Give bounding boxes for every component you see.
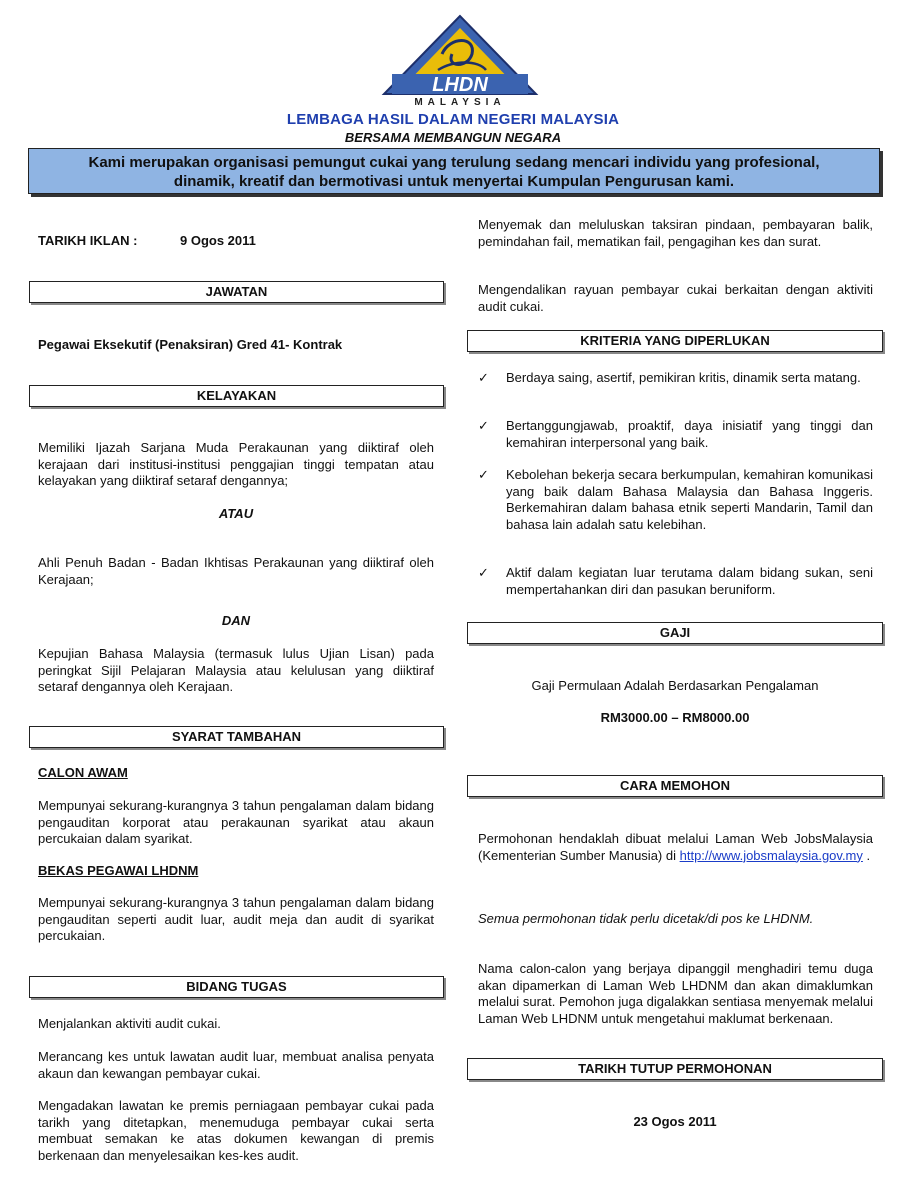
cara-paragraph-2: Semua permohonan tidak perlu dicetak/di pos ke LHDNM. [478,911,814,926]
jobsmalaysia-link[interactable]: http://www.jobsmalaysia.gov.my [679,847,863,863]
section-header-jawatan: JAWATAN [29,281,444,303]
section-header-bidang-tugas: BIDANG TUGAS [29,976,444,998]
section-header-cara-memohon: CARA MEMOHON [467,775,883,797]
kelayakan-paragraph-2: Ahli Penuh Badan - Badan Ikhtisas Perakaunan yang diiktiraf oleh Kerajaan; [38,555,434,587]
gaji-text: Gaji Permulaan Adalah Berdasarkan Pengalaman [531,678,819,693]
org-name: LEMBAGA HASIL DALAM NEGERI MALAYSIA [286,111,620,128]
closing-date: 23 Ogos 2011 [633,1114,717,1129]
section-header-gaji: GAJI [467,622,883,644]
tugas-item-5: Mengendalikan rayuan pembayar cukai berkaitan dengan aktiviti audit cukai. [478,282,873,314]
tugas-item-3: Mengadakan lawatan ke premis perniagaan pembayar cukai pada tarikh yang ditetapkan, menemuduga pembayar cukai serta membuat semakan ke atas dokumen kewangan di premis berkenaan dan menyelesaikan kes-kes audit. [38,1098,434,1163]
org-tagline: BERSAMA MEMBANGUN NEGARA [344,130,562,145]
cara-paragraph-3: Nama calon-calon yang berjaya dipanggil menghadiri temu duga akan dipamerkan di Laman Web LHDNM dan akan dimaklumkan melalui surat. Pemohon juga digalakkan sentiasa menyemak melalui Laman Web LHDNM untuk mengetahui maklumat berkenaan. [478,961,873,1026]
calon-awam-heading: CALON AWAM [38,765,128,780]
lhdn-logo [380,14,540,106]
date-label: TARIKH IKLAN : [38,233,138,248]
atau-label: ATAU [218,506,254,521]
kriteria-item-4: Aktif dalam kegiatan luar terutama dalam bidang sukan, seni mempertahankan diri dan pasukan beruniform. [506,565,873,597]
tugas-item-2: Merancang kes untuk lawatan audit luar, membuat analisa penyata akaun dan kewangan pembayar cukai. [38,1049,434,1081]
kelayakan-paragraph-1: Memiliki Ijazah Sarjana Muda Perakaunan yang diiktiraf oleh kerajaan dari institusi-institusi penggajian tinggi tempatan atau kelayakan yang diiktiraf setaraf dengannya; [38,440,434,488]
tugas-item-1: Menjalankan aktiviti audit cukai. [38,1016,221,1031]
section-header-kriteria: KRITERIA YANG DIPERLUKAN [467,330,883,352]
cara-link-suffix: . [862,847,871,863]
bekas-pegawai-heading: BEKAS PEGAWAI LHDNM [38,863,199,878]
cara-paragraph-1 [478,831,873,864]
cara-paragraph-1-text: Permohonan hendaklah dibuat melalui Laman Web JobsMalaysia (Kementerian Sumber Manusia) di [478,831,873,863]
kriteria-item-2: Bertanggungjawab, proaktif, daya inisiatif yang tinggi dan kemahiran interpersonal yang baik. [506,418,873,450]
intro-banner [28,148,880,194]
kelayakan-paragraph-3: Kepujian Bahasa Malaysia (termasuk lulus Ujian Lisan) pada peringkat Sijil Pelajaran Malaysia atau kelulusan yang diiktiraf setaraf dengannya oleh Kerajaan. [38,646,434,694]
check-icon: ✓ [478,467,489,482]
kriteria-item-3: Kebolehan bekerja secara berkumpulan, kemahiran komunikasi yang baik dalam Bahasa Malaysia dan Bahasa Inggeris. Berkemahiran dalam bahasa etnik seperti Mandarin, Tamil dan bahasa lain adalah satu kelebihan. [506,467,873,532]
jawatan-text: Pegawai Eksekutif (Penaksiran) Gred 41- Kontrak [38,337,343,352]
logo-subtext: MALAYSIA [414,97,506,106]
check-icon: ✓ [478,370,489,385]
section-header-kelayakan: KELAYAKAN [29,385,444,407]
calon-awam-text: Mempunyai sekurang-kurangnya 3 tahun pengalaman dalam bidang pengauditan korporat atau perakaunan syarikat atau akaun percukaian dalam syarikat. [38,798,434,846]
gaji-range: RM3000.00 – RM8000.00 [600,710,750,725]
banner-line-2: dinamik, kreatif dan bermotivasi untuk menyertai Kumpulan Pengurusan kami. [173,173,735,190]
date-value: 9 Ogos 2011 [180,233,256,248]
check-icon: ✓ [478,418,489,433]
section-header-syarat-tambahan: SYARAT TAMBAHAN [29,726,444,748]
bekas-pegawai-text: Mempunyai sekurang-kurangnya 3 tahun pengalaman dalam bidang pengauditan seperti audit luar, audit meja dan audit di syarikat percukaian. [38,895,434,943]
tugas-item-4: Menyemak dan meluluskan taksiran pindaan, pembayaran balik, pemindahan fail, mematikan fail, pengagihan kes dan surat. [478,217,873,249]
kriteria-item-1: Berdaya saing, asertif, pemikiran kritis, dinamik serta matang. [506,370,861,385]
check-icon: ✓ [478,565,489,580]
section-header-tarikh-tutup: TARIKH TUTUP PERMOHONAN [467,1058,883,1080]
logo-text: LHDN [432,74,488,96]
dan-label: DAN [221,613,251,628]
banner-line-1: Kami merupakan organisasi pemungut cukai yang terulung sedang mencari individu yang profesional, [88,154,820,171]
